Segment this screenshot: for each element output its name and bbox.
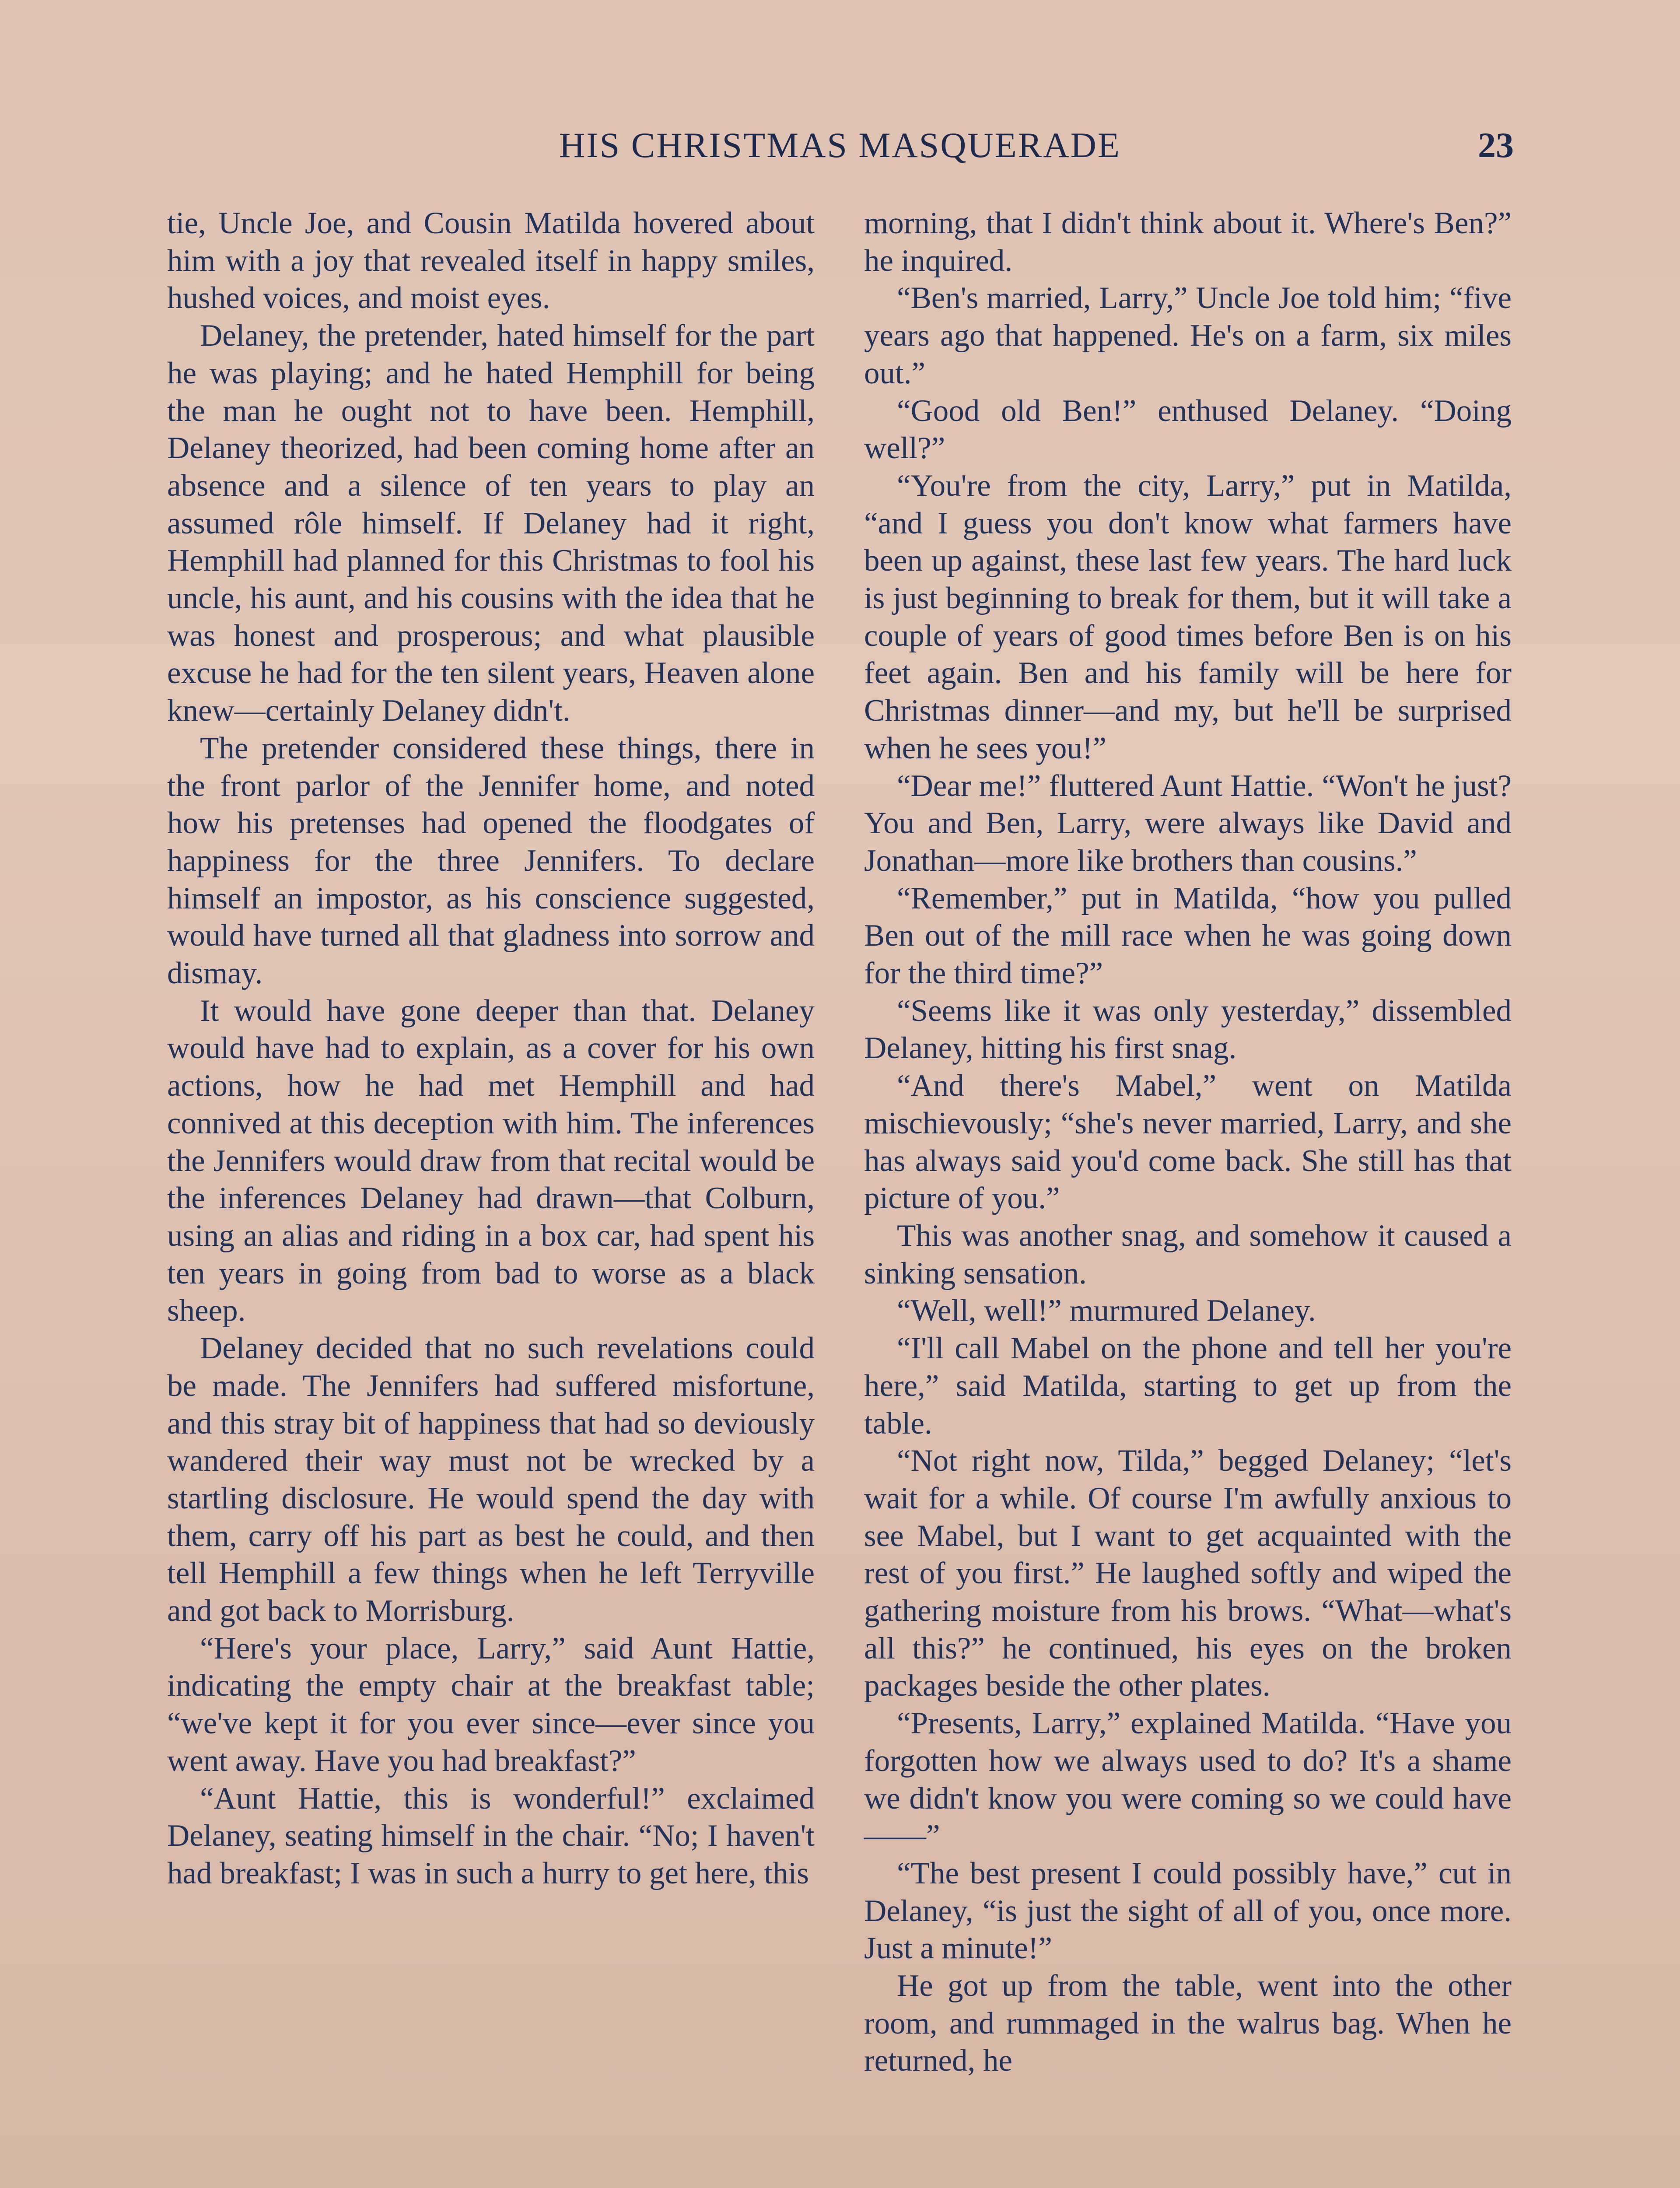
paragraph: “You're from the city, Larry,” put in Matilda, “and I guess you don't know what farmers have been up against, these last few years. The hard luck is just beginning to break for them, but it will take a couple of years of good times before Ben is on his feet again. Ben and his family will be here for Christmas dinner—and my, but he'll be surprised when he sees you!” <box>864 468 1512 765</box>
paragraph: “The best present I could possibly have,” cut in Delaney, “is just the sight of all of you, once more. Just a minute!” <box>864 1856 1512 1966</box>
paragraph: He got up from the table, went into the other room, and rummaged in the walrus bag. When he returned, he <box>864 1969 1512 2078</box>
paragraph: “Aunt Hattie, this is wonderful!” exclaimed Delaney, seating himself in the chair. “No; I haven't had breakfast; I was in such a hurry to get here, this <box>167 1781 815 1890</box>
paragraph: “Dear me!” fluttered Aunt Hattie. “Won't he just? You and Ben, Larry, were always like David and Jonathan—more like brothers than cousins.” <box>864 768 1512 878</box>
paragraph: “Seems like it was only yesterday,” dissembled Delaney, hitting his first snag. <box>864 993 1512 1066</box>
paragraph: “I'll call Mabel on the phone and tell her you're here,” said Matilda, starting to get up from the table. <box>864 1331 1512 1441</box>
page-number: 23 <box>1478 125 1514 165</box>
paragraph: This was another snag, and somehow it caused a sinking sensation. <box>864 1218 1512 1290</box>
paragraph: Delaney decided that no such revelations could be made. The Jennifers had suffered misfortune, and this stray bit of happiness that had so deviously wandered their way must not be wrecked by a startling disclosure. He would spend the day with them, carry off his part as best he could, and then tell Hemphill a few things when he left Terryville and got back to Morrisburg. <box>167 1331 815 1628</box>
paragraph: It would have gone deeper than that. Delaney would have had to explain, as a cover for his own actions, how he had met Hemphill and had connived at this deception with him. The inferences the Jennifers would draw from that recital would be the inferences Delaney had drawn—that Colburn, using an alias and riding in a box car, had spent his ten years in going from bad to worse as a black sheep. <box>167 993 815 1328</box>
paragraph: “Remember,” put in Matilda, “how you pulled Ben out of the mill race when he was going down for the third time?” <box>864 881 1512 991</box>
paragraph: “Not right now, Tilda,” begged Delaney; “let's wait for a while. Of course I'm awfully anxious to see Mabel, but I want to get acquainted with the rest of you first.” He laughed softly and wiped the gathering moisture from his brows. “What—what's all this?” he continued, his eyes on the broken packages beside the other plates. <box>864 1444 1512 1703</box>
paragraph: “Good old Ben!” enthused Delaney. “Doing well?” <box>864 393 1512 466</box>
paragraph: “Ben's married, Larry,” Uncle Joe told him; “five years ago that happened. He's on a farm, six miles out.” <box>864 281 1512 390</box>
paragraph: “Presents, Larry,” explained Matilda. “Have you forgotten how we always used to do? It's a shame we didn't know you were coming so we could have——” <box>864 1706 1512 1853</box>
paragraph: The pretender considered these things, there in the front parlor of the Jennifer home, and noted how his pretenses had opened the floodgates of happiness for the three Jennifers. To declare himself an impostor, as his conscience suggested, would have turned all that gladness into sorrow and dismay. <box>167 731 815 991</box>
paragraph: “Well, well!” murmured Delaney. <box>897 1294 1316 1328</box>
paragraph: morning, that I didn't think about it. Where's Ben?” he inquired. <box>864 206 1512 278</box>
right-column <box>864 205 1512 2080</box>
paragraph: tie, Uncle Joe, and Cousin Matilda hovered about him with a joy that revealed itself in happy smiles, hushed voices, and moist eyes. <box>167 206 815 316</box>
paragraph: “And there's Mabel,” went on Matilda mischievously; “she's never married, Larry, and she has always said you'd come back. She still has that picture of you.” <box>864 1069 1512 1216</box>
paragraph: “Here's your place, Larry,” said Aunt Hattie, indicating the empty chair at the breakfast table; “we've kept it for you ever since—ever since you went away. Have you had breakfast?” <box>167 1631 815 1778</box>
left-column <box>167 205 815 1893</box>
running-header-title: HIS CHRISTMAS MASQUERADE <box>559 125 1121 165</box>
paragraph: Delaney, the pretender, hated himself for the part he was playing; and he hated Hemphill for being the man he ought not to have been. Hemphill, Delaney theorized, had been coming home after an absence and a silence of ten years to play an assumed rôle himself. If Delaney had it right, Hemphill had planned for this Christmas to fool his uncle, his aunt, and his cousins with the idea that he was honest and prosperous; and what plausible excuse he had for the ten silent years, Heaven alone knew—certainly Delaney didn't. <box>167 319 815 728</box>
